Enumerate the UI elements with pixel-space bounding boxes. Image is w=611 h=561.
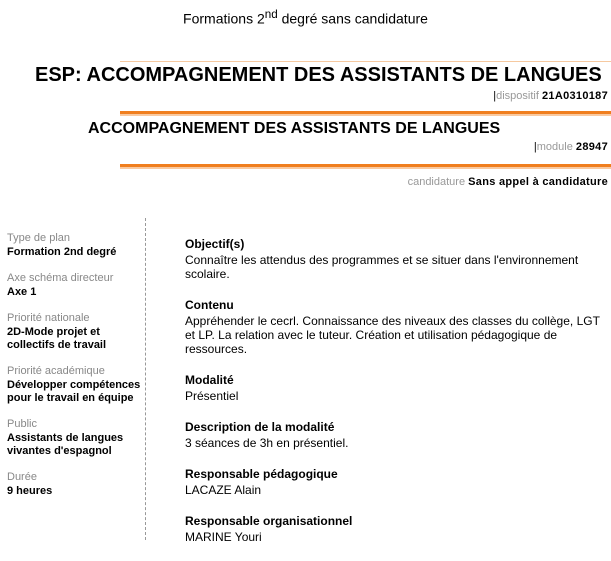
sidebar-field bbox=[7, 471, 142, 498]
field-value: Assistants de langues vivantes d'espagnol bbox=[7, 432, 124, 457]
field-label: Public bbox=[7, 418, 37, 430]
sidebar-field bbox=[7, 418, 142, 458]
section-heading: Responsable pédagogique bbox=[185, 467, 338, 481]
section bbox=[185, 420, 605, 450]
field-label: Durée bbox=[7, 471, 37, 483]
sidebar-field bbox=[7, 232, 142, 259]
divider bbox=[120, 61, 611, 62]
candidature-meta bbox=[408, 176, 608, 188]
page-header bbox=[0, 8, 611, 27]
field-value: Formation 2nd degré bbox=[7, 246, 117, 258]
dispositif-title: ESP: ACCOMPAGNEMENT DES ASSISTANTS DE LANGUES bbox=[35, 64, 602, 86]
section-heading: Description de la modalité bbox=[185, 420, 335, 434]
field-value: 9 heures bbox=[7, 485, 53, 497]
sidebar-field bbox=[7, 312, 142, 352]
sidebar-field bbox=[7, 272, 142, 299]
dispositif-meta: |dispositif 21A0310187 bbox=[493, 90, 608, 102]
field-value: 2D-Mode projet et collectifs de travail bbox=[7, 326, 107, 351]
section-text: Présentiel bbox=[185, 389, 239, 403]
section-text: Connaître les attendus des programmes et se situer dans l'environnement scolaire. bbox=[185, 253, 579, 281]
module-meta: |module 28947 bbox=[533, 141, 608, 153]
header-sup: nd bbox=[264, 8, 278, 21]
candidature-label: candidature bbox=[407, 176, 466, 188]
field-value: Axe 1 bbox=[7, 286, 37, 298]
dispositif-value: 21A0310187 bbox=[541, 90, 608, 102]
section-heading: Modalité bbox=[185, 373, 234, 387]
field-label: Priorité nationale bbox=[7, 312, 90, 324]
section-text: Appréhender le cecrl. Connaissance des niveaux des classes du collège, LGT et LP. La relation avec le tuteur. Création et utilisation pédagogique de ressources. bbox=[185, 314, 600, 356]
section-heading: Contenu bbox=[185, 298, 234, 312]
dispositif-label: dispositif bbox=[496, 90, 539, 102]
section bbox=[185, 237, 605, 281]
section-heading: Objectif(s) bbox=[185, 237, 245, 251]
section bbox=[185, 298, 605, 356]
orange-divider bbox=[120, 164, 611, 169]
field-label: Axe schéma directeur bbox=[7, 272, 114, 284]
main-content bbox=[185, 237, 605, 561]
section bbox=[185, 373, 605, 403]
sidebar bbox=[7, 232, 142, 511]
field-label: Priorité académique bbox=[7, 365, 105, 377]
header-text-end: degré sans candidature bbox=[277, 10, 428, 27]
section-text: 3 séances de 3h en présentiel. bbox=[185, 436, 349, 450]
orange-divider bbox=[120, 111, 611, 116]
section bbox=[185, 467, 605, 497]
sidebar-field bbox=[7, 365, 142, 405]
section-text: MARINE Youri bbox=[185, 530, 262, 544]
module-title: ACCOMPAGNEMENT DES ASSISTANTS DE LANGUES bbox=[88, 120, 501, 137]
header-text: Formations 2 bbox=[183, 10, 265, 27]
candidature-value: Sans appel à candidature bbox=[468, 176, 608, 188]
module-label: module bbox=[536, 141, 573, 153]
field-value: Développer compétences pour le travail en équipe bbox=[7, 379, 141, 404]
section-heading: Responsable organisationnel bbox=[185, 514, 353, 528]
dashed-divider bbox=[145, 218, 146, 540]
module-value: 28947 bbox=[575, 141, 608, 153]
section-text: LACAZE Alain bbox=[185, 483, 262, 497]
field-label: Type de plan bbox=[7, 232, 70, 244]
